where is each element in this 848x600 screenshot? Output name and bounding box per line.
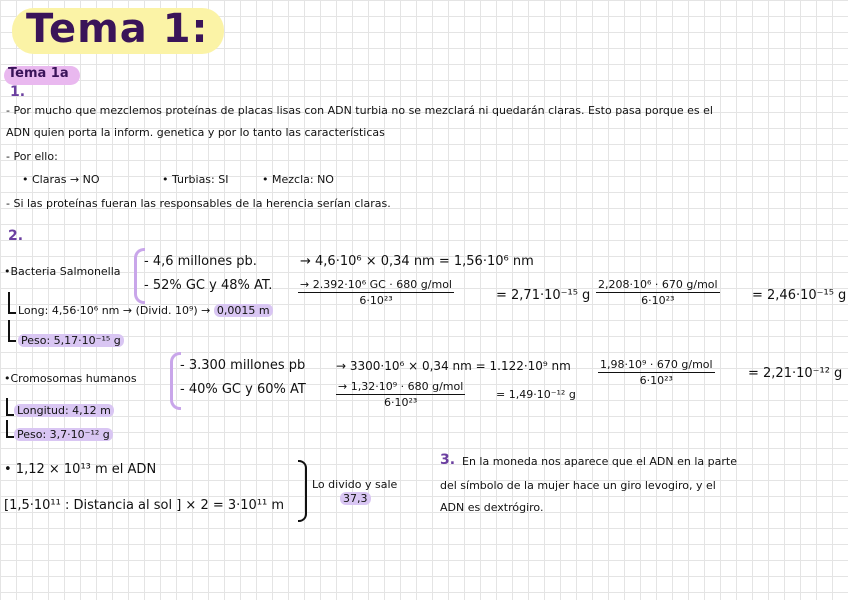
- q1-line3: - Por ello:: [6, 150, 58, 163]
- salmonella-peso-value: Peso: 5,17·10⁻¹⁵ g: [18, 334, 124, 347]
- humanos-line-b: - 40% GC y 60% AT: [180, 382, 306, 397]
- humanos-peso-value: Peso: 3,7·10⁻¹² g: [14, 428, 113, 441]
- humanos-longitud: [14, 404, 114, 417]
- q3-line3: ADN es dextrógiro.: [440, 501, 544, 514]
- peso-hook: [8, 320, 16, 342]
- salmonella-result-at: = 2,46·10⁻¹⁵ g: [752, 288, 847, 303]
- salmonella-peso: [18, 334, 124, 347]
- q1-bullet-mezcla: • Mezcla: NO: [262, 173, 334, 186]
- q2-number: 2.: [8, 228, 24, 244]
- humanos-peso: [14, 428, 113, 441]
- salmonella-fraction-at: [596, 278, 720, 307]
- q3-line1: En la moneda nos aparece que el ADN en la parte: [462, 455, 737, 468]
- q3-line2: del símbolo de la mujer hace un giro levogiro, y el: [440, 479, 716, 492]
- humanos-fraction-gc-num: → 1,32·10⁹ · 680 g/mol: [338, 380, 464, 393]
- salmonella-long-text: Long: 4,56·10⁶ nm → (Divid. 10⁹) →: [18, 304, 214, 317]
- adn-length-line: • 1,12 × 10¹³ m el ADN: [4, 462, 157, 477]
- q1-line4: - Si las proteínas fueran las responsables de la herencia serían claras.: [6, 197, 391, 210]
- salmonella-fraction-at-den: 6·10²³: [641, 294, 675, 307]
- humanos-fraction-gc: [336, 380, 465, 409]
- sun-distance-line: [1,5·10¹¹ : Distancia al sol ] × 2 = 3·10¹¹ m: [4, 498, 285, 513]
- salmonella-fraction-gc-den: 6·10²³: [359, 294, 393, 307]
- humanos-fraction-at: [598, 358, 715, 387]
- humanos-fraction-gc-den: 6·10²³: [383, 396, 418, 409]
- divide-text: Lo divido y sale: [312, 478, 398, 491]
- humanos-calc-a: → 3300·10⁶ × 0,34 nm = 1.122·10⁹ nm: [336, 359, 571, 373]
- salmonella-line-b: - 52% GC y 48% AT.: [144, 278, 273, 293]
- peso-hook-humanos: [6, 420, 14, 438]
- humanos-label: •Cromosomas humanos: [4, 372, 137, 385]
- q3-number: 3.: [440, 452, 456, 468]
- salmonella-line-a: - 4,6 millones pb.: [144, 254, 257, 269]
- humanos-result-gc: = 1,49·10⁻¹² g: [496, 388, 576, 401]
- longitud-hook: [6, 398, 14, 416]
- q1-line1: - Por mucho que mezclemos proteínas de placas lisas con ADN turbia no se mezclará ni quedarán claras. Esto pasa porque es el: [6, 104, 713, 117]
- salmonella-fraction-gc: [298, 278, 454, 307]
- page-title: Tema 1:: [26, 6, 209, 52]
- salmonella-result-gc: = 2,71·10⁻¹⁵ g: [496, 288, 591, 303]
- q1-line2: ADN quien porta la inform. genetica y por lo tanto las características: [6, 126, 385, 139]
- humanos-fraction-at-den: 6·10²³: [639, 374, 673, 387]
- salmonella-label: •Bacteria Salmonella: [4, 265, 121, 278]
- humanos-longitud-value: Longitud: 4,12 m: [14, 404, 114, 417]
- humanos-result-at: = 2,21·10⁻¹² g: [748, 366, 843, 381]
- q1-bullet-turbias: • Turbias: SI: [162, 173, 229, 186]
- salmonella-calc-a: → 4,6·10⁶ × 0,34 nm = 1,56·10⁶ nm: [300, 254, 534, 269]
- divide-result-value: 37,3: [340, 492, 371, 505]
- divide-result: [340, 492, 371, 505]
- salmonella-long: [18, 304, 273, 317]
- q1-number: 1.: [10, 84, 26, 100]
- subtitle: Tema 1a: [8, 66, 69, 81]
- salmonella-fraction-gc-num: → 2.392·10⁶ GC · 680 g/mol: [300, 278, 452, 291]
- divide-brace: [298, 460, 307, 522]
- salmonella-fraction-at-num: 2,208·10⁶ · 670 g/mol: [598, 278, 718, 291]
- humanos-fraction-at-num: 1,98·10⁹ · 670 g/mol: [600, 358, 713, 371]
- q1-bullet-claras: • Claras → NO: [22, 173, 100, 186]
- long-hook: [8, 292, 16, 314]
- humanos-line-a: - 3.300 millones pb: [180, 358, 306, 373]
- salmonella-long-value: 0,0015 m: [214, 304, 273, 317]
